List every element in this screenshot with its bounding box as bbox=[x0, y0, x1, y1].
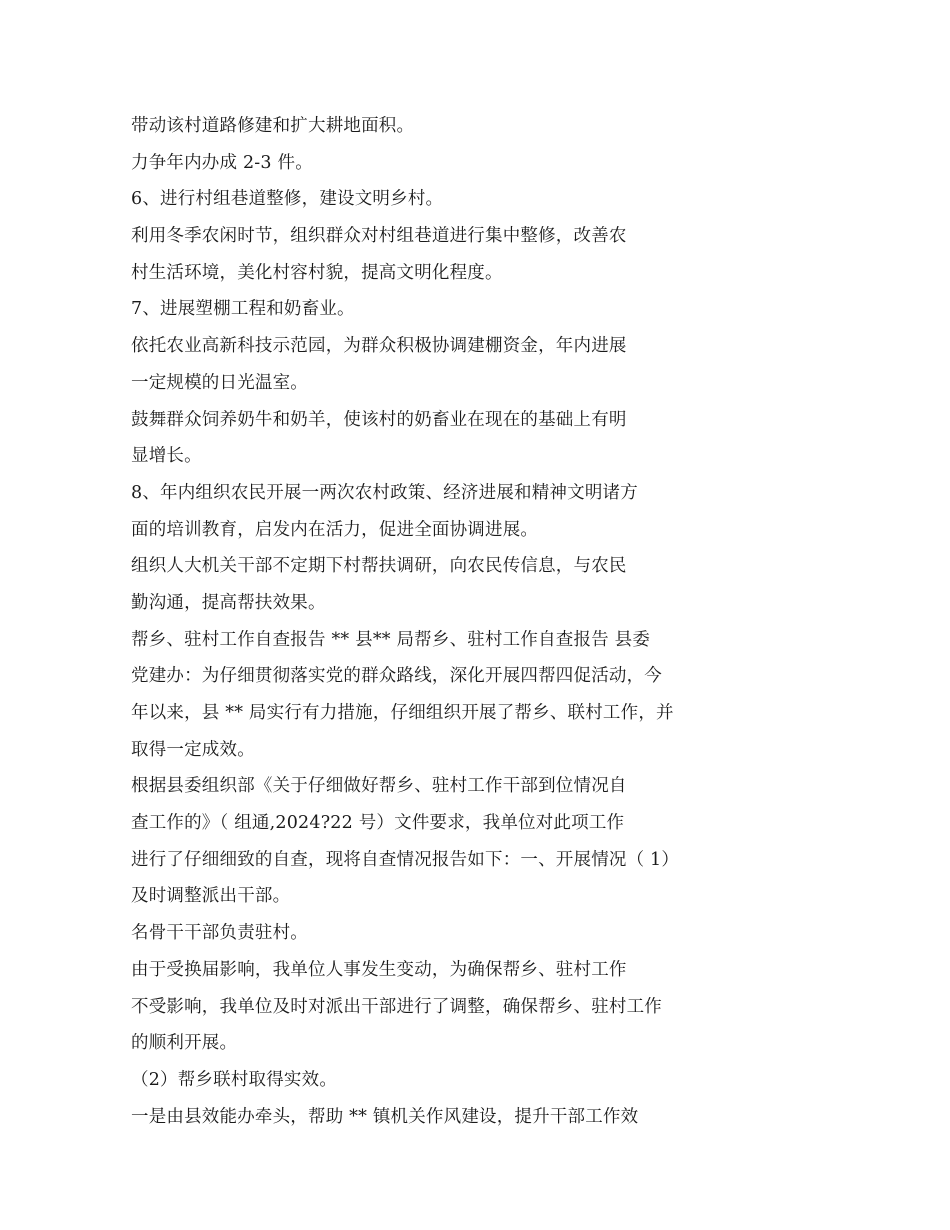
text-line: 一定规模的日光温室。 bbox=[131, 372, 308, 393]
text-line: 8、年内组织农民开展一两次农村政策、经济进展和精神文明诸方 bbox=[131, 482, 638, 503]
text-line: 进行了仔细细致的自查，现将自查情况报告如下：一、开展情况（ 1） bbox=[131, 849, 680, 870]
text-line: 利用冬季农闲时节，组织群众对村组巷道进行集中整修，改善农 bbox=[131, 226, 627, 247]
text-line: 面的培训教育，启发内在活力，促进全面协调进展。 bbox=[131, 519, 539, 540]
text-line: 组织人大机关干部不定期下村帮扶调研，向农民传信息，与农民 bbox=[131, 556, 627, 577]
text-line: 由于受换届影响，我单位人事发生变动，为确保帮乡、驻村工作 bbox=[131, 959, 627, 980]
text-line: 6、进行村组巷道整修，建设文明乡村。 bbox=[131, 189, 444, 210]
text-line: 帮乡、驻村工作自查报告 ** 县** 局帮乡、驻村工作自查报告 县委 bbox=[131, 629, 651, 650]
text-line: 的顺利开展。 bbox=[131, 1033, 238, 1054]
text-line: 及时调整派出干部。 bbox=[131, 886, 291, 907]
text-line: 依托农业高新科技示范园，为群众积极协调建棚资金，年内进展 bbox=[131, 336, 627, 357]
text-line: 不受影响，我单位及时对派出干部进行了调整，确保帮乡、驻村工作 bbox=[131, 996, 662, 1017]
text-line: 鼓舞群众饲养奶牛和奶羊，使该村的奶畜业在现在的基础上有明 bbox=[131, 409, 627, 430]
text-line: 年以来，县 ** 局实行有力措施，仔细组织开展了帮乡、联村工作，并 bbox=[131, 703, 674, 723]
text-line: 党建办：为仔细贯彻落实党的群众路线，深化开展四帮四促活动，今 bbox=[131, 666, 662, 687]
document-body bbox=[131, 108, 831, 1135]
text-line: 根据县委组织部《关于仔细做好帮乡、驻村工作干部到位情况自 bbox=[131, 776, 627, 797]
text-line: 7、进展塑棚工程和奶畜业。 bbox=[131, 299, 355, 320]
text-line: 查工作的》（ 组通,2024?22 号）文件要求，我单位对此项工作 bbox=[131, 813, 625, 834]
text-line: 一是由县效能办牵头，帮助 ** 镇机关作风建设，提升干部工作效 bbox=[131, 1106, 639, 1127]
text-line: 村生活环境，美化村容村貌，提高文明化程度。 bbox=[131, 262, 503, 283]
text-line: 带动该村道路修建和扩大耕地面积。 bbox=[131, 116, 415, 136]
text-line: 取得一定成效。 bbox=[131, 739, 255, 760]
text-line: 勤沟通，提高帮扶效果。 bbox=[131, 592, 326, 613]
text-line: 力争年内办成 2-3 件。 bbox=[131, 152, 313, 173]
text-line: （2）帮乡联村取得实效。 bbox=[131, 1069, 338, 1090]
text-line: 显增长。 bbox=[131, 446, 202, 467]
text-line: 名骨干干部负责驻村。 bbox=[131, 923, 308, 944]
